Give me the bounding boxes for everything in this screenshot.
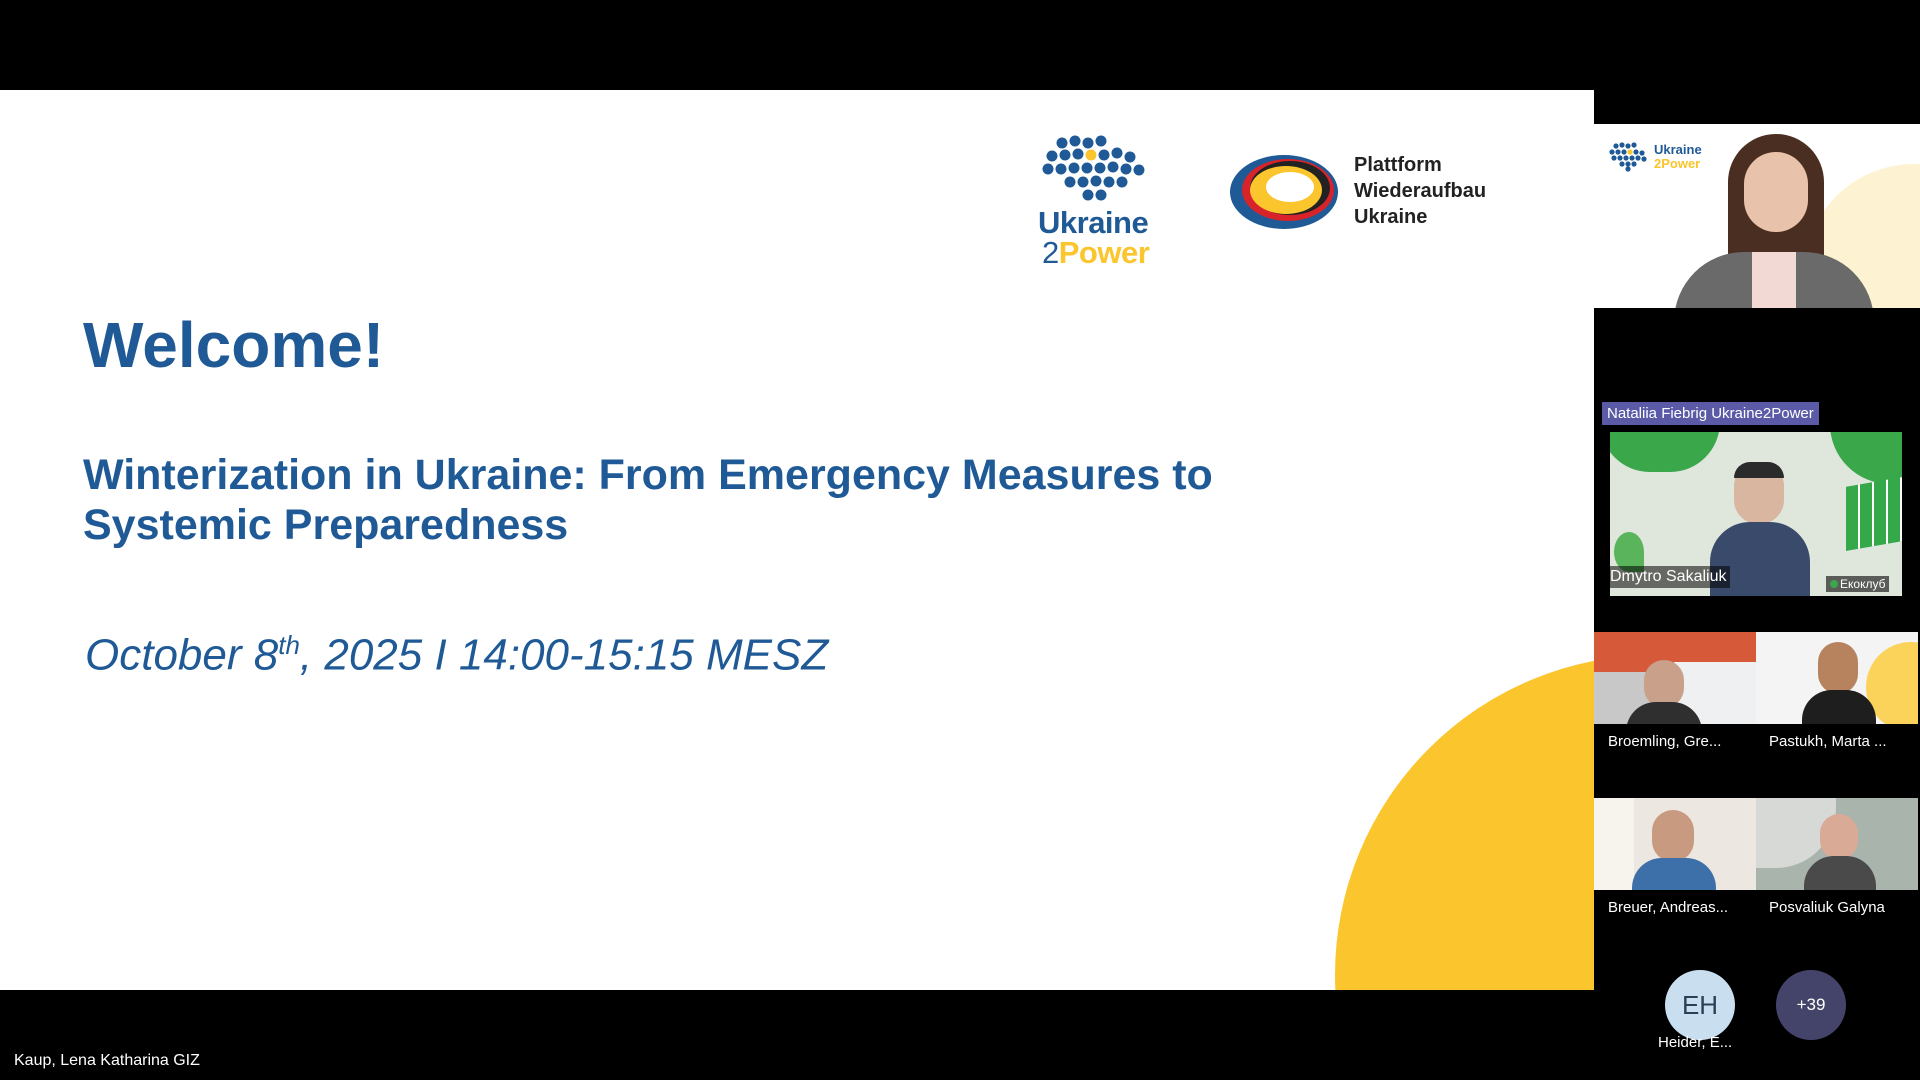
tile-background-window: [1594, 798, 1634, 890]
event-date: October 8th, 2025 I 14:00-15:15 MESZ: [85, 630, 829, 680]
participant-avatar: [1652, 810, 1694, 862]
logo-word-ukraine: Ukraine: [1038, 205, 1149, 240]
participant-avatar: [1818, 642, 1858, 694]
decorative-yellow-circle: [1335, 655, 1594, 990]
welcome-heading: Welcome!: [83, 309, 385, 381]
speaker-video-tile[interactable]: [1594, 124, 1920, 308]
participant-body: [1802, 690, 1876, 724]
participant-avatar: [1820, 814, 1858, 860]
leaf-decoration-right: [1830, 432, 1902, 484]
shared-slide: [0, 90, 1594, 990]
featured-participant-tile[interactable]: [1610, 432, 1902, 596]
participant-body: [1632, 858, 1716, 890]
mini-dots-icon: [1608, 142, 1650, 172]
ekoklub-icon: [1830, 580, 1838, 588]
participant-tile-broemling[interactable]: [1594, 632, 1756, 724]
participant-name: Posvaliuk Galyna: [1769, 899, 1885, 916]
participant-name: Breuer, Andreas...: [1608, 899, 1729, 916]
solar-panel-icon: [1846, 477, 1902, 551]
featured-participant-name: Dmytro Sakaliuk: [1610, 566, 1730, 588]
participant-name: Heider, E...: [1658, 1034, 1733, 1051]
leaf-decoration: [1610, 432, 1720, 472]
logo-word-2power: 2Power: [1042, 235, 1150, 270]
dots-map-icon: [1040, 135, 1150, 215]
webinar-title: Winterization in Ukraine: From Emergency Measures to Systemic Preparedness: [83, 451, 1213, 549]
participant-avatar: [1644, 660, 1684, 708]
speaker-avatar: [1656, 134, 1886, 308]
participant-body: [1804, 856, 1876, 890]
more-participants-button[interactable]: +39: [1776, 970, 1846, 1040]
participant-name: Pastukh, Marta ...: [1769, 733, 1887, 750]
participant-tile-breuer[interactable]: [1594, 798, 1756, 890]
participant-tile-pastukh[interactable]: [1756, 632, 1918, 724]
ukraine2power-logo: [1030, 135, 1170, 270]
speaker-name-tag: Nataliia Fiebrig Ukraine2Power: [1602, 402, 1819, 425]
participant-name: Broemling, Gre...: [1608, 733, 1722, 750]
plattform-wiederaufbau-logo: [1228, 152, 1528, 242]
plattform-ring-icon: [1228, 152, 1344, 232]
avatar-initials[interactable]: EH: [1665, 970, 1735, 1040]
presenter-name-label: Kaup, Lena Katharina GIZ: [14, 1052, 200, 1069]
speaker-mini-logo: Ukraine 2Power: [1608, 142, 1698, 174]
participant-tile-posvaliuk[interactable]: [1756, 798, 1918, 890]
ekoklub-badge: Екоклуб: [1826, 576, 1889, 592]
plattform-logo-text: Plattform Wiederaufbau Ukraine: [1354, 154, 1487, 228]
